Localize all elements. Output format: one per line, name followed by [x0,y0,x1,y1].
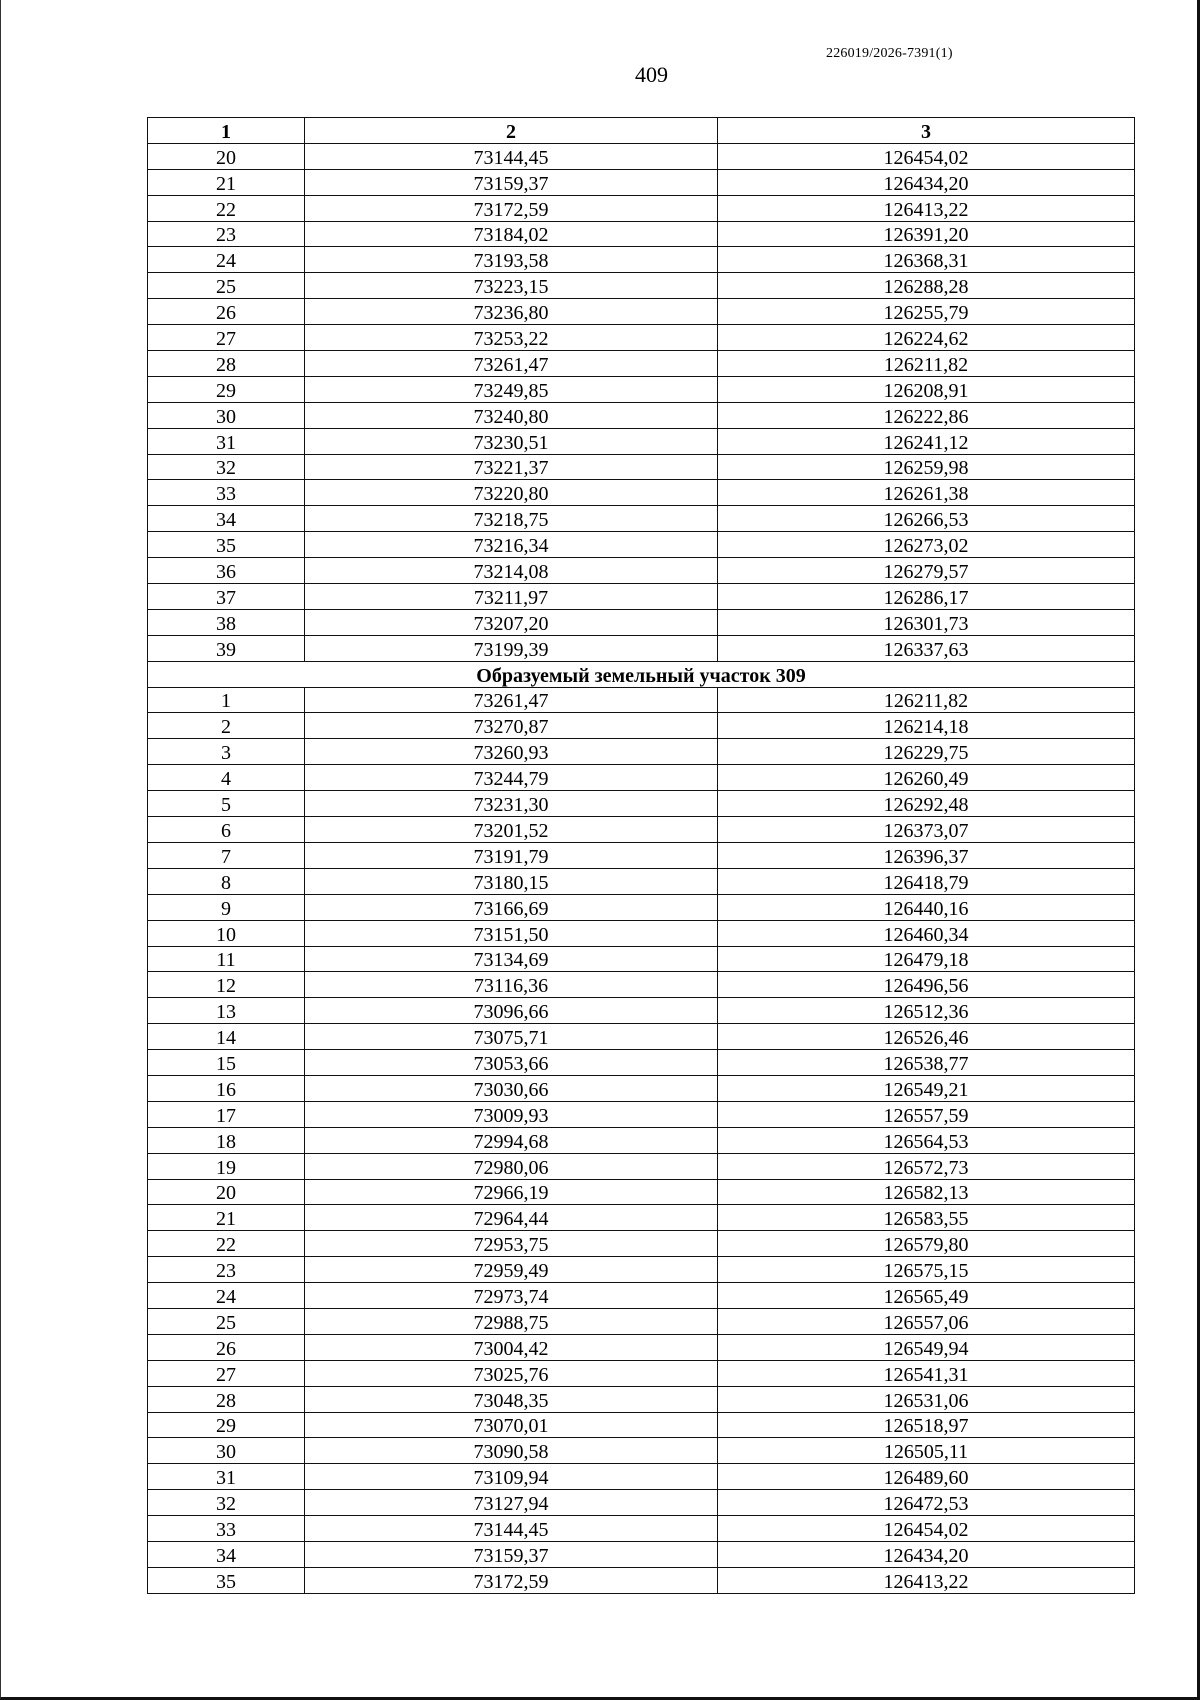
table-row [148,1386,1135,1412]
cell-x-coordinate: 73009,93 [305,1101,718,1127]
cell-y-coordinate: 126255,79 [718,299,1135,325]
section-row [148,661,1135,687]
coordinates-table [147,117,1135,1594]
cell-y-coordinate: 126413,22 [718,195,1135,221]
document-number: 226019/2026-7391(1) [826,46,953,61]
cell-x-coordinate: 73096,66 [305,998,718,1024]
cell-point-number: 9 [148,894,305,920]
table-row [148,920,1135,946]
table-row [148,609,1135,635]
cell-point-number: 26 [148,1334,305,1360]
cell-point-number: 5 [148,791,305,817]
table-row [148,143,1135,169]
cell-point-number: 31 [148,1464,305,1490]
table-row [148,1464,1135,1490]
cell-x-coordinate: 73053,66 [305,1050,718,1076]
cell-point-number: 6 [148,817,305,843]
cell-y-coordinate: 126279,57 [718,558,1135,584]
table-body-part1 [148,143,1135,661]
table-row [148,972,1135,998]
table-row [148,1231,1135,1257]
cell-y-coordinate: 126489,60 [718,1464,1135,1490]
cell-x-coordinate: 73070,01 [305,1412,718,1438]
cell-point-number: 13 [148,998,305,1024]
cell-x-coordinate: 73223,15 [305,273,718,299]
cell-y-coordinate: 126273,02 [718,532,1135,558]
cell-y-coordinate: 126391,20 [718,221,1135,247]
table-row [148,687,1135,713]
table-row [148,713,1135,739]
cell-point-number: 14 [148,1024,305,1050]
table-header [148,118,1135,144]
table-row [148,1283,1135,1309]
table-row [148,169,1135,195]
cell-x-coordinate: 73127,94 [305,1490,718,1516]
table-row [148,402,1135,428]
cell-y-coordinate: 126368,31 [718,247,1135,273]
cell-y-coordinate: 126518,97 [718,1412,1135,1438]
table-row [148,998,1135,1024]
cell-y-coordinate: 126222,86 [718,402,1135,428]
cell-y-coordinate: 126211,82 [718,351,1135,377]
table-row [148,1101,1135,1127]
table-row [148,325,1135,351]
cell-x-coordinate: 73030,66 [305,1075,718,1101]
cell-x-coordinate: 73075,71 [305,1024,718,1050]
cell-point-number: 19 [148,1153,305,1179]
cell-point-number: 1 [148,687,305,713]
table-row [148,1257,1135,1283]
cell-point-number: 15 [148,1050,305,1076]
table-row [148,454,1135,480]
table-row [148,351,1135,377]
cell-y-coordinate: 126526,46 [718,1024,1135,1050]
header-cell-x: 2 [305,118,718,144]
cell-x-coordinate: 73270,87 [305,713,718,739]
cell-x-coordinate: 73151,50 [305,920,718,946]
cell-x-coordinate: 73260,93 [305,739,718,765]
cell-point-number: 10 [148,920,305,946]
cell-point-number: 36 [148,558,305,584]
table-row [148,739,1135,765]
cell-point-number: 12 [148,972,305,998]
table-row [148,1541,1135,1567]
cell-point-number: 7 [148,842,305,868]
table-row [148,817,1135,843]
table-row [148,1412,1135,1438]
cell-point-number: 39 [148,635,305,661]
cell-y-coordinate: 126479,18 [718,946,1135,972]
cell-point-number: 20 [148,1179,305,1205]
cell-x-coordinate: 73109,94 [305,1464,718,1490]
cell-x-coordinate: 73184,02 [305,221,718,247]
table-row [148,1567,1135,1593]
table-row [148,635,1135,661]
cell-x-coordinate: 72959,49 [305,1257,718,1283]
cell-x-coordinate: 73191,79 [305,842,718,868]
cell-x-coordinate: 73201,52 [305,817,718,843]
cell-point-number: 21 [148,1205,305,1231]
cell-x-coordinate: 72964,44 [305,1205,718,1231]
table-row [148,791,1135,817]
cell-y-coordinate: 126579,80 [718,1231,1135,1257]
cell-x-coordinate: 73144,45 [305,143,718,169]
table-row [148,1438,1135,1464]
table-row [148,868,1135,894]
cell-point-number: 22 [148,195,305,221]
table-row [148,1153,1135,1179]
table-row [148,1516,1135,1542]
table-row [148,273,1135,299]
cell-x-coordinate: 73144,45 [305,1516,718,1542]
cell-x-coordinate: 73230,51 [305,428,718,454]
cell-y-coordinate: 126549,21 [718,1075,1135,1101]
section-title: Образуемый земельный участок 309 [148,661,1135,687]
cell-y-coordinate: 126557,06 [718,1308,1135,1334]
cell-y-coordinate: 126454,02 [718,143,1135,169]
cell-y-coordinate: 126557,59 [718,1101,1135,1127]
cell-y-coordinate: 126460,34 [718,920,1135,946]
cell-x-coordinate: 73221,37 [305,454,718,480]
table-row [148,946,1135,972]
cell-point-number: 28 [148,351,305,377]
cell-x-coordinate: 73166,69 [305,894,718,920]
cell-y-coordinate: 126541,31 [718,1360,1135,1386]
cell-point-number: 37 [148,584,305,610]
cell-x-coordinate: 72988,75 [305,1308,718,1334]
cell-x-coordinate: 72994,68 [305,1127,718,1153]
cell-point-number: 27 [148,325,305,351]
cell-y-coordinate: 126259,98 [718,454,1135,480]
cell-y-coordinate: 126583,55 [718,1205,1135,1231]
cell-y-coordinate: 126286,17 [718,584,1135,610]
cell-point-number: 20 [148,143,305,169]
cell-y-coordinate: 126292,48 [718,791,1135,817]
table-row [148,1205,1135,1231]
cell-point-number: 30 [148,1438,305,1464]
table-row [148,558,1135,584]
table-row [148,221,1135,247]
cell-point-number: 21 [148,169,305,195]
table-row [148,842,1135,868]
cell-point-number: 30 [148,402,305,428]
cell-x-coordinate: 72980,06 [305,1153,718,1179]
cell-y-coordinate: 126266,53 [718,506,1135,532]
table-row [148,428,1135,454]
cell-x-coordinate: 73253,22 [305,325,718,351]
cell-point-number: 31 [148,428,305,454]
cell-point-number: 8 [148,868,305,894]
cell-y-coordinate: 126505,11 [718,1438,1135,1464]
cell-y-coordinate: 126211,82 [718,687,1135,713]
cell-point-number: 22 [148,1231,305,1257]
cell-point-number: 23 [148,221,305,247]
cell-y-coordinate: 126208,91 [718,376,1135,402]
cell-x-coordinate: 72973,74 [305,1283,718,1309]
section-row-group [148,661,1135,687]
cell-point-number: 4 [148,765,305,791]
cell-point-number: 26 [148,299,305,325]
cell-point-number: 29 [148,376,305,402]
cell-y-coordinate: 126214,18 [718,713,1135,739]
cell-x-coordinate: 73231,30 [305,791,718,817]
header-cell-point: 1 [148,118,305,144]
cell-x-coordinate: 73261,47 [305,351,718,377]
cell-y-coordinate: 126413,22 [718,1567,1135,1593]
cell-point-number: 33 [148,480,305,506]
cell-point-number: 34 [148,506,305,532]
cell-point-number: 38 [148,609,305,635]
cell-x-coordinate: 73216,34 [305,532,718,558]
cell-point-number: 25 [148,273,305,299]
cell-y-coordinate: 126531,06 [718,1386,1135,1412]
cell-x-coordinate: 73180,15 [305,868,718,894]
cell-x-coordinate: 73199,39 [305,635,718,661]
cell-x-coordinate: 73134,69 [305,946,718,972]
cell-point-number: 28 [148,1386,305,1412]
page-number: 409 [635,62,668,87]
table-row [148,299,1135,325]
cell-y-coordinate: 126572,73 [718,1153,1135,1179]
cell-point-number: 3 [148,739,305,765]
cell-x-coordinate: 73207,20 [305,609,718,635]
cell-point-number: 23 [148,1257,305,1283]
cell-y-coordinate: 126512,36 [718,998,1135,1024]
cell-x-coordinate: 73193,58 [305,247,718,273]
table-row [148,195,1135,221]
cell-y-coordinate: 126472,53 [718,1490,1135,1516]
cell-x-coordinate: 73159,37 [305,1541,718,1567]
table-row [148,1308,1135,1334]
cell-x-coordinate: 73159,37 [305,169,718,195]
cell-point-number: 34 [148,1541,305,1567]
cell-x-coordinate: 73240,80 [305,402,718,428]
cell-y-coordinate: 126373,07 [718,817,1135,843]
cell-x-coordinate: 73220,80 [305,480,718,506]
cell-point-number: 11 [148,946,305,972]
cell-x-coordinate: 73218,75 [305,506,718,532]
cell-y-coordinate: 126538,77 [718,1050,1135,1076]
cell-y-coordinate: 126229,75 [718,739,1135,765]
cell-point-number: 27 [148,1360,305,1386]
cell-x-coordinate: 73048,35 [305,1386,718,1412]
cell-x-coordinate: 73249,85 [305,376,718,402]
table-row [148,480,1135,506]
cell-x-coordinate: 73244,79 [305,765,718,791]
table-body-part2 [148,687,1135,1593]
table-row [148,1360,1135,1386]
header-cell-y: 3 [718,118,1135,144]
cell-x-coordinate: 73025,76 [305,1360,718,1386]
cell-y-coordinate: 126549,94 [718,1334,1135,1360]
table-row [148,1490,1135,1516]
table-row [148,376,1135,402]
cell-x-coordinate: 73172,59 [305,195,718,221]
cell-x-coordinate: 73214,08 [305,558,718,584]
table-row [148,1334,1135,1360]
table-row [148,1075,1135,1101]
table-row [148,765,1135,791]
cell-x-coordinate: 73236,80 [305,299,718,325]
cell-x-coordinate: 73261,47 [305,687,718,713]
cell-y-coordinate: 126261,38 [718,480,1135,506]
table-row [148,584,1135,610]
cell-y-coordinate: 126288,28 [718,273,1135,299]
table-row [148,532,1135,558]
cell-point-number: 29 [148,1412,305,1438]
table-row [148,894,1135,920]
cell-y-coordinate: 126454,02 [718,1516,1135,1542]
cell-x-coordinate: 73004,42 [305,1334,718,1360]
cell-y-coordinate: 126241,12 [718,428,1135,454]
table-row [148,506,1135,532]
cell-y-coordinate: 126565,49 [718,1283,1135,1309]
cell-point-number: 33 [148,1516,305,1542]
table-row [148,1050,1135,1076]
cell-y-coordinate: 126564,53 [718,1127,1135,1153]
cell-x-coordinate: 73116,36 [305,972,718,998]
cell-x-coordinate: 72966,19 [305,1179,718,1205]
cell-point-number: 24 [148,1283,305,1309]
cell-point-number: 2 [148,713,305,739]
table-row [148,1024,1135,1050]
cell-point-number: 32 [148,1490,305,1516]
cell-point-number: 35 [148,1567,305,1593]
table-row [148,247,1135,273]
cell-point-number: 16 [148,1075,305,1101]
cell-x-coordinate: 72953,75 [305,1231,718,1257]
cell-x-coordinate: 73090,58 [305,1438,718,1464]
header-row [148,118,1135,144]
cell-y-coordinate: 126496,56 [718,972,1135,998]
cell-y-coordinate: 126440,16 [718,894,1135,920]
cell-y-coordinate: 126224,62 [718,325,1135,351]
cell-y-coordinate: 126260,49 [718,765,1135,791]
cell-y-coordinate: 126301,73 [718,609,1135,635]
cell-y-coordinate: 126396,37 [718,842,1135,868]
cell-y-coordinate: 126418,79 [718,868,1135,894]
cell-x-coordinate: 73211,97 [305,584,718,610]
cell-y-coordinate: 126582,13 [718,1179,1135,1205]
cell-point-number: 32 [148,454,305,480]
cell-point-number: 35 [148,532,305,558]
cell-x-coordinate: 73172,59 [305,1567,718,1593]
cell-y-coordinate: 126337,63 [718,635,1135,661]
cell-y-coordinate: 126434,20 [718,169,1135,195]
cell-point-number: 17 [148,1101,305,1127]
cell-point-number: 25 [148,1308,305,1334]
table-row [148,1179,1135,1205]
cell-point-number: 18 [148,1127,305,1153]
cell-point-number: 24 [148,247,305,273]
cell-y-coordinate: 126575,15 [718,1257,1135,1283]
cell-y-coordinate: 126434,20 [718,1541,1135,1567]
table-row [148,1127,1135,1153]
